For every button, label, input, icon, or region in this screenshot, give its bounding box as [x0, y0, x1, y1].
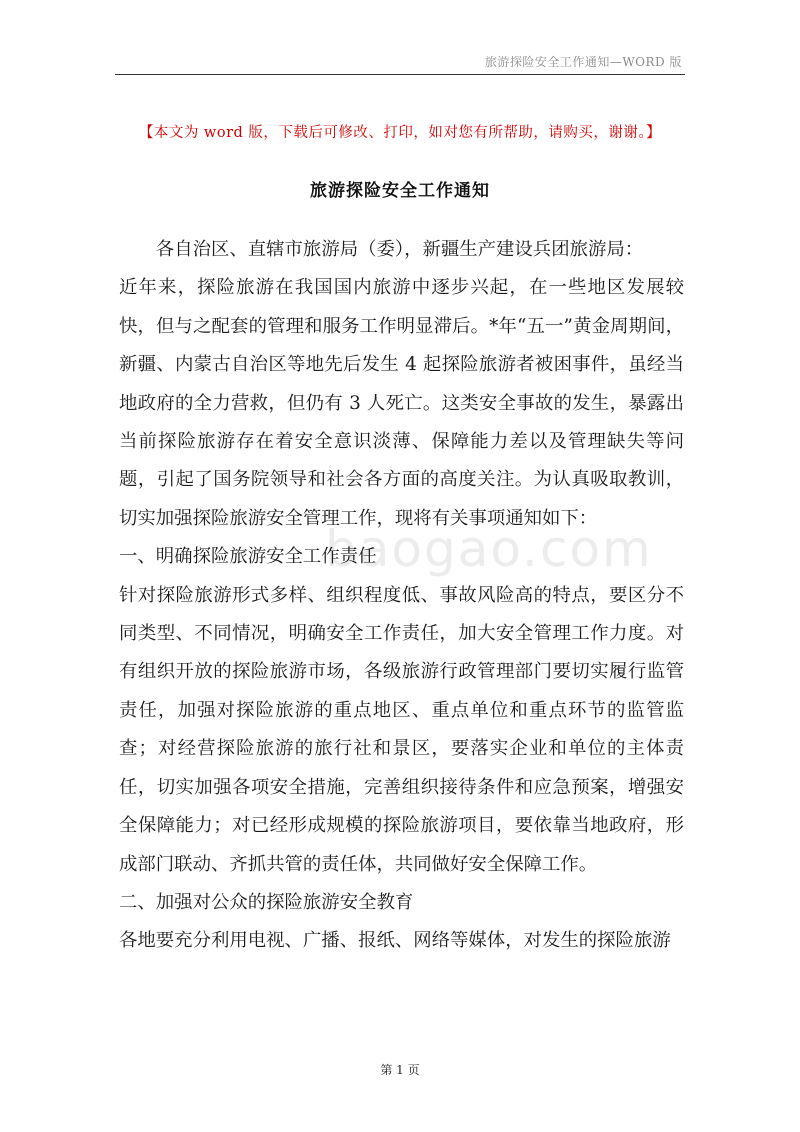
header-divider: [115, 74, 685, 75]
section-heading-2: 二、加强对公众的探险旅游安全教育: [119, 891, 414, 913]
section-heading-1: 一、明确探险旅游安全工作责任: [119, 546, 377, 568]
intro-paragraph: 近年来，探险旅游在我国国内旅游中逐步兴起，在一些地区发展较快，但与之配套的管理和服务工作明显滞后。*年“五一”黄金周期间，新疆、内蒙古自治区等地先后发生 4 起探险旅游者被困事件，虽经当地政府的全力营救，但仍有 3 人死亡。这类安全事故的发生，暴露出当前探险旅游存在着安全意识淡薄、保障能力差以及管理缺失等问题，引起了国务院领导和社会各方面的高度关注。为认真吸取教训，切实加强探险旅游安全管理工作，现将有关事项通知如下：: [119, 277, 684, 529]
purchase-notice: 【本文为 word 版，下载后可修改、打印，如对您有所帮助，请购买，谢谢。】: [138, 125, 662, 141]
document-title: 旅游探险安全工作通知: [310, 181, 490, 201]
running-header: 旅游探险安全工作通知—WORD 版: [484, 55, 682, 69]
page-number: 第 1 页: [380, 1063, 420, 1077]
salutation-paragraph: 各自治区、直辖市旅游局（委），新疆生产建设兵团旅游局：: [155, 239, 644, 260]
section-1-paragraph: 针对探险旅游形式多样、组织程度低、事故风险高的特点，要区分不同类型、不同情况，明确安全工作责任，加大安全管理工作力度。对有组织开放的探险旅游市场，各级旅游行政管理部门要切实履行监管责任，加强对探险旅游的重点地区、重点单位和重点环节的监管监查；对经营探险旅游的旅行社和景区，要落实企业和单位的主体责任，切实加强各项安全措施，完善组织接待条件和应急预案，增强安全保障能力；对已经形成规模的探险旅游项目，要依靠当地政府，形成部门联动、齐抓共管的责任体，共同做好安全保障工作。: [119, 584, 684, 875]
watermark: baogao.com: [325, 520, 653, 578]
document-body: [119, 231, 684, 961]
section-2-paragraph: 各地要充分利用电视、广播、报纸、网络等媒体，对发生的探险旅游: [119, 930, 671, 952]
